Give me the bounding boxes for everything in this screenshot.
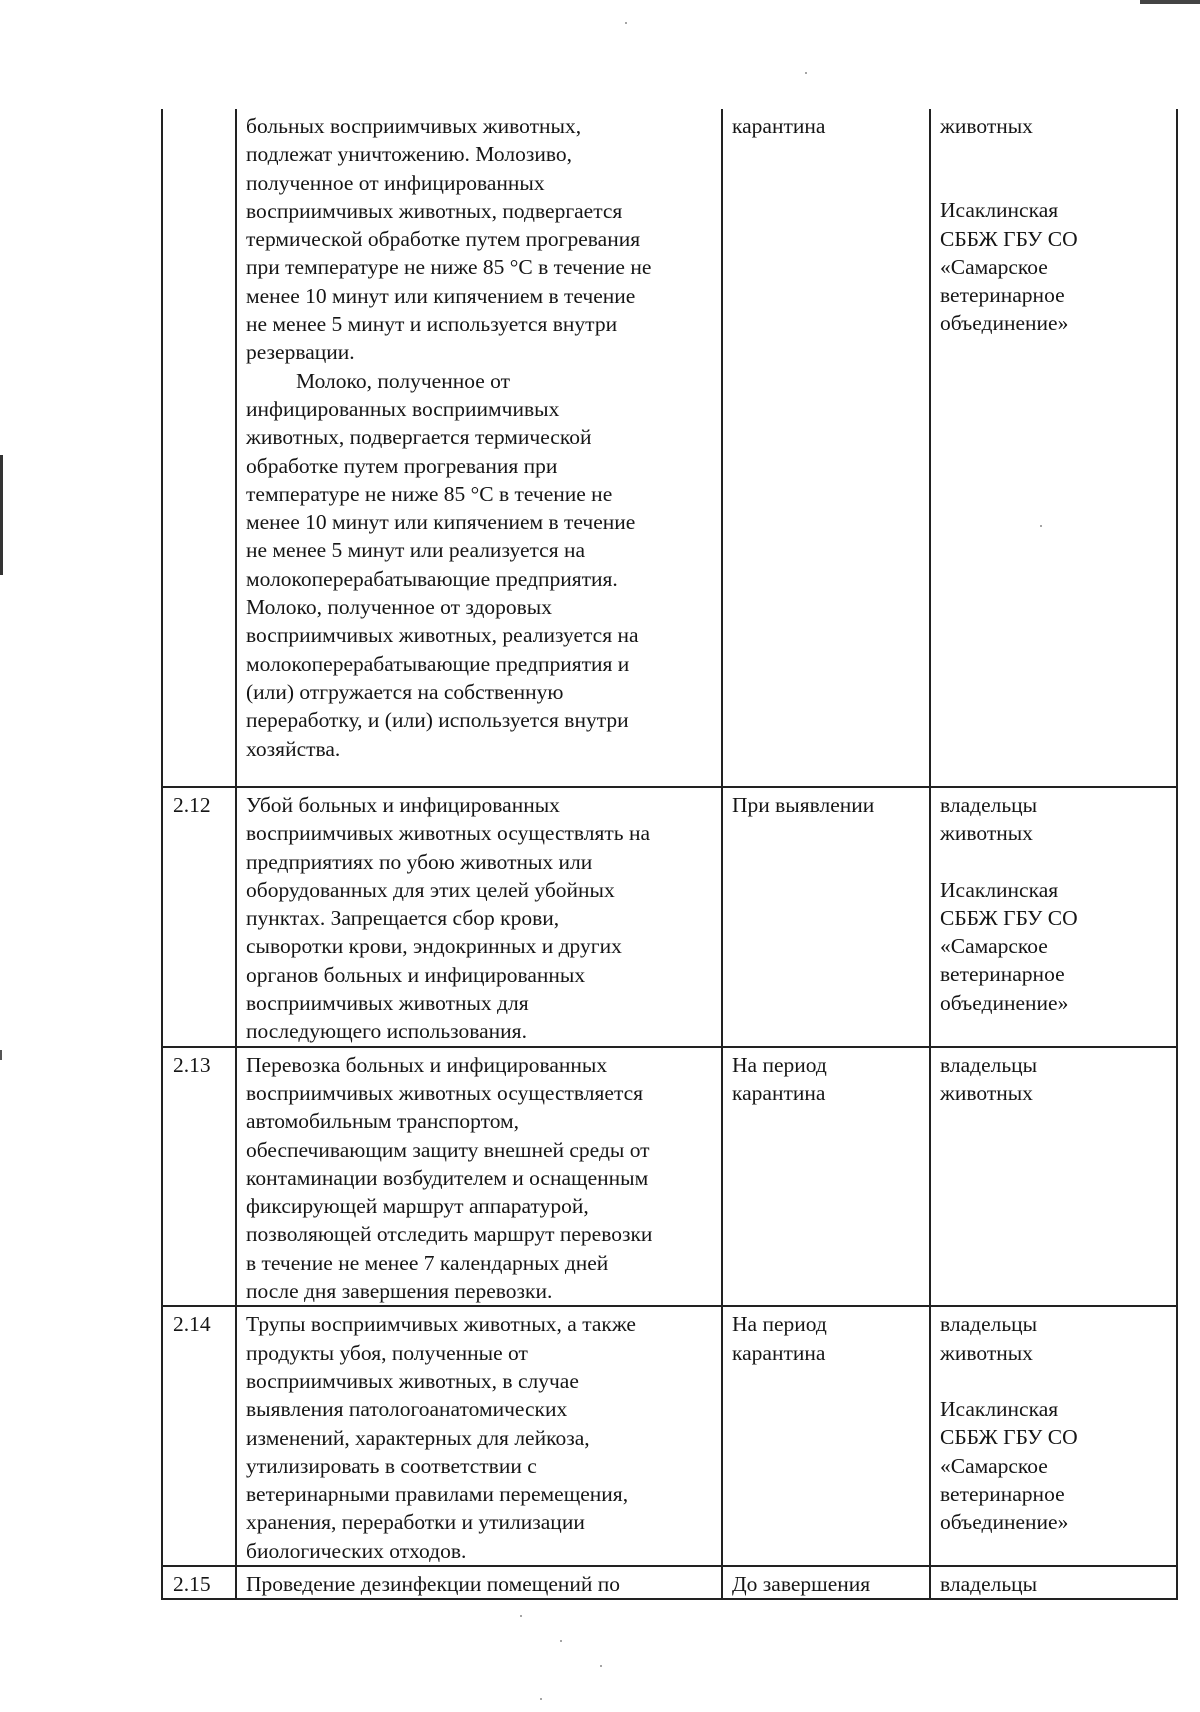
measure-text [236,1047,722,1307]
measure-paragraph: Перевозка больных и инфицированных восприимчивых животных осуществляется автомобильным транспортом, обеспечивающим защиту внешней среды от контаминации возбудителем и оснащенным фиксирующей маршрут аппаратурой, позволяющей отследить маршрут перевозки в течение не менее 7 календарных дней после дня завершения перевозки. [246,1052,653,1304]
row-number: 2.12 [162,787,236,1047]
responsible-cell [930,787,1177,1047]
scan-edge-mark [0,1050,2,1060]
term-cell: карантина [722,109,930,787]
measures-table [161,109,1178,1600]
term-cell: При выявлении [722,787,930,1047]
row-number: 2.13 [162,1047,236,1307]
responsible-entry: Исаклинская СББЖ ГБУ СО «Самарское ветеринарное объединение» [940,198,1078,336]
table-row [162,1047,1177,1307]
responsible-entry: Исаклинская СББЖ ГБУ СО «Самарское ветеринарное объединение» [940,1396,1078,1535]
scan-edge-mark [0,455,3,575]
table-row [162,1306,1177,1566]
term-cell: На период карантина [722,1306,930,1566]
responsible-cell [930,1566,1177,1599]
scan-speck [520,1615,522,1617]
scan-edge-mark [1140,0,1200,4]
responsible-cell [930,1047,1177,1307]
measure-paragraph: больных восприимчивых животных, подлежат уничтожению. Молозиво, полученное от инфицированных восприимчивых животных, подвергается термической обработке путем прогревания при температуре не ниже 85 °С в течение не менее 10 минут или кипячением в течение не менее 5 минут и используется внутри резервации. [246,114,652,365]
responsible-cell [930,109,1177,787]
term-cell: До завершения [722,1566,930,1599]
table-row [162,109,1177,787]
measure-paragraph: Убой больных и инфицированных восприимчивых животных осуществлять на предприятиях по убою животных или оборудованных для этих целей убойных пунктах. Запрещается сбор крови, сыворотки крови, эндокринных и других органов больных и инфицированных восприимчивых животных для последующего использования. [246,793,651,1044]
responsible-entry: владельцы животных [940,1052,1038,1105]
scan-speck [625,22,627,24]
measure-text [236,787,722,1047]
measure-text [236,1566,722,1599]
scan-speck [600,1665,602,1667]
scan-speck [805,72,807,74]
row-number: 2.14 [162,1306,236,1566]
responsible-entry: владельцы [940,1572,1038,1597]
scan-speck [540,1698,542,1700]
row-number [162,109,236,787]
responsible-entry: владельцы животных [940,1312,1038,1365]
responsible-entry: Исаклинская СББЖ ГБУ СО «Самарское ветеринарное объединение» [940,877,1078,1015]
table-row [162,1566,1177,1599]
term-cell: На период карантина [722,1047,930,1307]
responsible-cell [930,1306,1177,1566]
measure-text [236,109,722,787]
measure-paragraph: Трупы восприимчивых животных, а также продукты убоя, полученные от восприимчивых животных, в случае выявления патологоанатомических изменений, характерных для лейкоза, утилизировать в соответствии с ветеринарными правилами перемещения, хранения, переработки и утилизации биологических отходов. [246,1312,636,1563]
row-number: 2.15 [162,1566,236,1599]
responsible-entry: владельцы животных [940,793,1038,846]
measure-paragraph: Молоко, полученное от инфицированных восприимчивых животных, подвергается термической обработке путем прогревания при температуре не ниже 85 °С в течение не менее 10 минут или кипячением в течение не менее 5 минут или реализуется на молокоперерабатывающие предприятия. Молоко, полученное от здоровых восприимчивых животных, реализуется на молокоперерабатывающие предприятия и (или) отгружается на собственную переработку, и (или) используется внутри хозяйства. [246,368,639,761]
scan-speck [560,1640,562,1642]
table-row [162,787,1177,1047]
scan-speck [1040,525,1042,527]
measure-paragraph: Проведение дезинфекции помещений по [246,1572,621,1597]
measure-text [236,1306,722,1566]
responsible-entry: животных [940,114,1033,138]
